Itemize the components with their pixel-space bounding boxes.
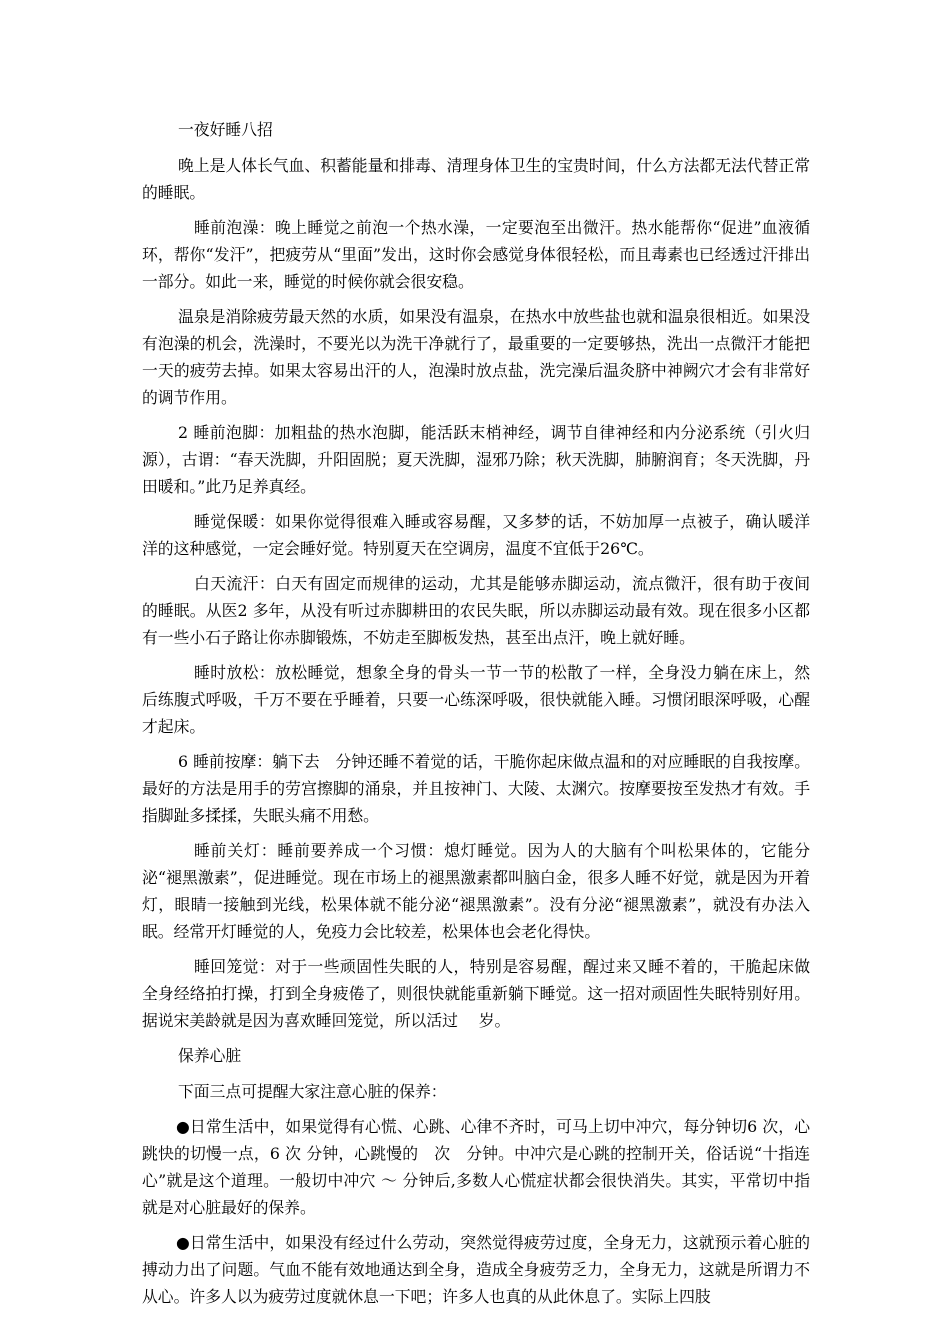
- tip-massage-paragraph: 6 睡前按摩：躺下去 分钟还睡不着觉的话，干脆你起床做点温和的对应睡眠的自我按摩。最好的方法是用手的劳宫擦脚的涌泉，并且按神门、大陵、太渊穴。按摩要按至发热才有效。手指脚趾多揉揉，失眠头痛不用愁。: [142, 752, 810, 825]
- section-heart-title: 保养心脏: [178, 1046, 242, 1065]
- heart-tip-2: ●日常生活中，如果没有经过什么劳动，突然觉得疲劳过度，全身无力，这就预示着心脏的搏动力出了问题。气血不能有效地通达到全身，造成全身疲劳乏力，全身无力，这就是所谓力不从心。许多人以为疲劳过度就休息一下吧；许多人也真的从此休息了。实际上四肢: [142, 1233, 810, 1306]
- tip-lights-off-paragraph: 睡前关灯：睡前要养成一个习惯：熄灯睡觉。因为人的大脑有个叫松果体的，它能分泌“褪黑激素”，促进睡觉。现在市场上的褪黑激素都叫脑白金，很多人睡不好觉，就是因为开着灯，眼睛一接触到光线，松果体就不能分泌“褪黑激素”。没有分泌“褪黑激素”，就没有办法入眠。经常开灯睡觉的人，免疫力会比较差，松果体也会老化得快。: [142, 841, 810, 941]
- section-heart-intro: 下面三点可提醒大家注意心脏的保养：: [178, 1082, 447, 1101]
- intro-paragraph: 晚上是人体长气血、积蓄能量和排毒、清理身体卫生的宝贵时间，什么方法都无法代替正常的睡眠。: [142, 156, 810, 202]
- tip-keep-warm-paragraph: 睡觉保暖：如果你觉得很难入睡或容易醒，又多梦的话，不妨加厚一点被子，确认暖洋洋的这种感觉，一定会睡好觉。特别夏天在空调房，温度不宜低于26℃。: [142, 512, 810, 558]
- document-body: [142, 116, 810, 1318]
- heart-tip-1: ●日常生活中，如果觉得有心慌、心跳、心律不齐时，可马上切中冲穴，每分钟切6 次，心跳快的切慢一点，6 次 分钟，心跳慢的 次 分钟。中冲穴是心跳的控制开关，俗话说“十指连心”就是这个道理。一般切中冲穴 ～ 分钟后,多数人心慌症状都会很快消失。其实，平常切中指就是对心脏最好的保养。: [142, 1117, 810, 1217]
- tip-bath-continued-paragraph: 温泉是消除疲劳最天然的水质，如果没有温泉，在热水中放些盐也就和温泉很相近。如果没有泡澡的机会，洗澡时，不要光以为洗干净就行了，最重要的一定要够热，洗出一点微汗才能把一天的疲劳去掉。如果太容易出汗的人，泡澡时放点盐，洗完澡后温灸脐中神阙穴才会有非常好的调节作用。: [142, 307, 810, 407]
- tip-nap-paragraph: 睡回笼觉：对于一些顽固性失眠的人，特别是容易醒，醒过来又睡不着的，干脆起床做全身经络拍打操，打到全身疲倦了，则很快就能重新躺下睡觉。这一招对顽固性失眠特别好用。据说宋美龄就是因为喜欢睡回笼觉，所以活过 岁。: [142, 957, 810, 1030]
- tip-bath-paragraph: 睡前泡澡：晚上睡觉之前泡一个热水澡，一定要泡至出微汗。热水能帮你“促进”血液循环，帮你“发汗”，把疲劳从“里面”发出，这时你会感觉身体很轻松，而且毒素也已经透过汗排出一部分。如此一来，睡觉的时候你就会很安稳。: [142, 218, 810, 291]
- tip-relax-paragraph: 睡时放松：放松睡觉，想象全身的骨头一节一节的松散了一样，全身没力躺在床上，然后练腹式呼吸，千万不要在乎睡着，只要一心练深呼吸，很快就能入睡。习惯闭眼深呼吸，心醒才起床。: [142, 663, 810, 736]
- tip-foot-soak-paragraph: 2 睡前泡脚：加粗盐的热水泡脚，能活跃末梢神经，调节自律神经和内分泌系统（引火归源），古谓：“春天洗脚，升阳固脱；夏天洗脚，湿邪乃除；秋天洗脚，肺腑润育；冬天洗脚，丹田暖和。”此乃足养真经。: [142, 423, 810, 496]
- tip-daytime-sweat-paragraph: 白天流汗：白天有固定而规律的运动，尤其是能够赤脚运动，流点微汗，很有助于夜间的睡眠。从医2 多年，从没有听过赤脚耕田的农民失眠，所以赤脚运动最有效。现在很多小区都有一些小石子路让你赤脚锻炼，不妨走至脚板发热，甚至出点汗，晚上就好睡。: [142, 574, 810, 647]
- document-title: 一夜好睡八招: [178, 120, 273, 139]
